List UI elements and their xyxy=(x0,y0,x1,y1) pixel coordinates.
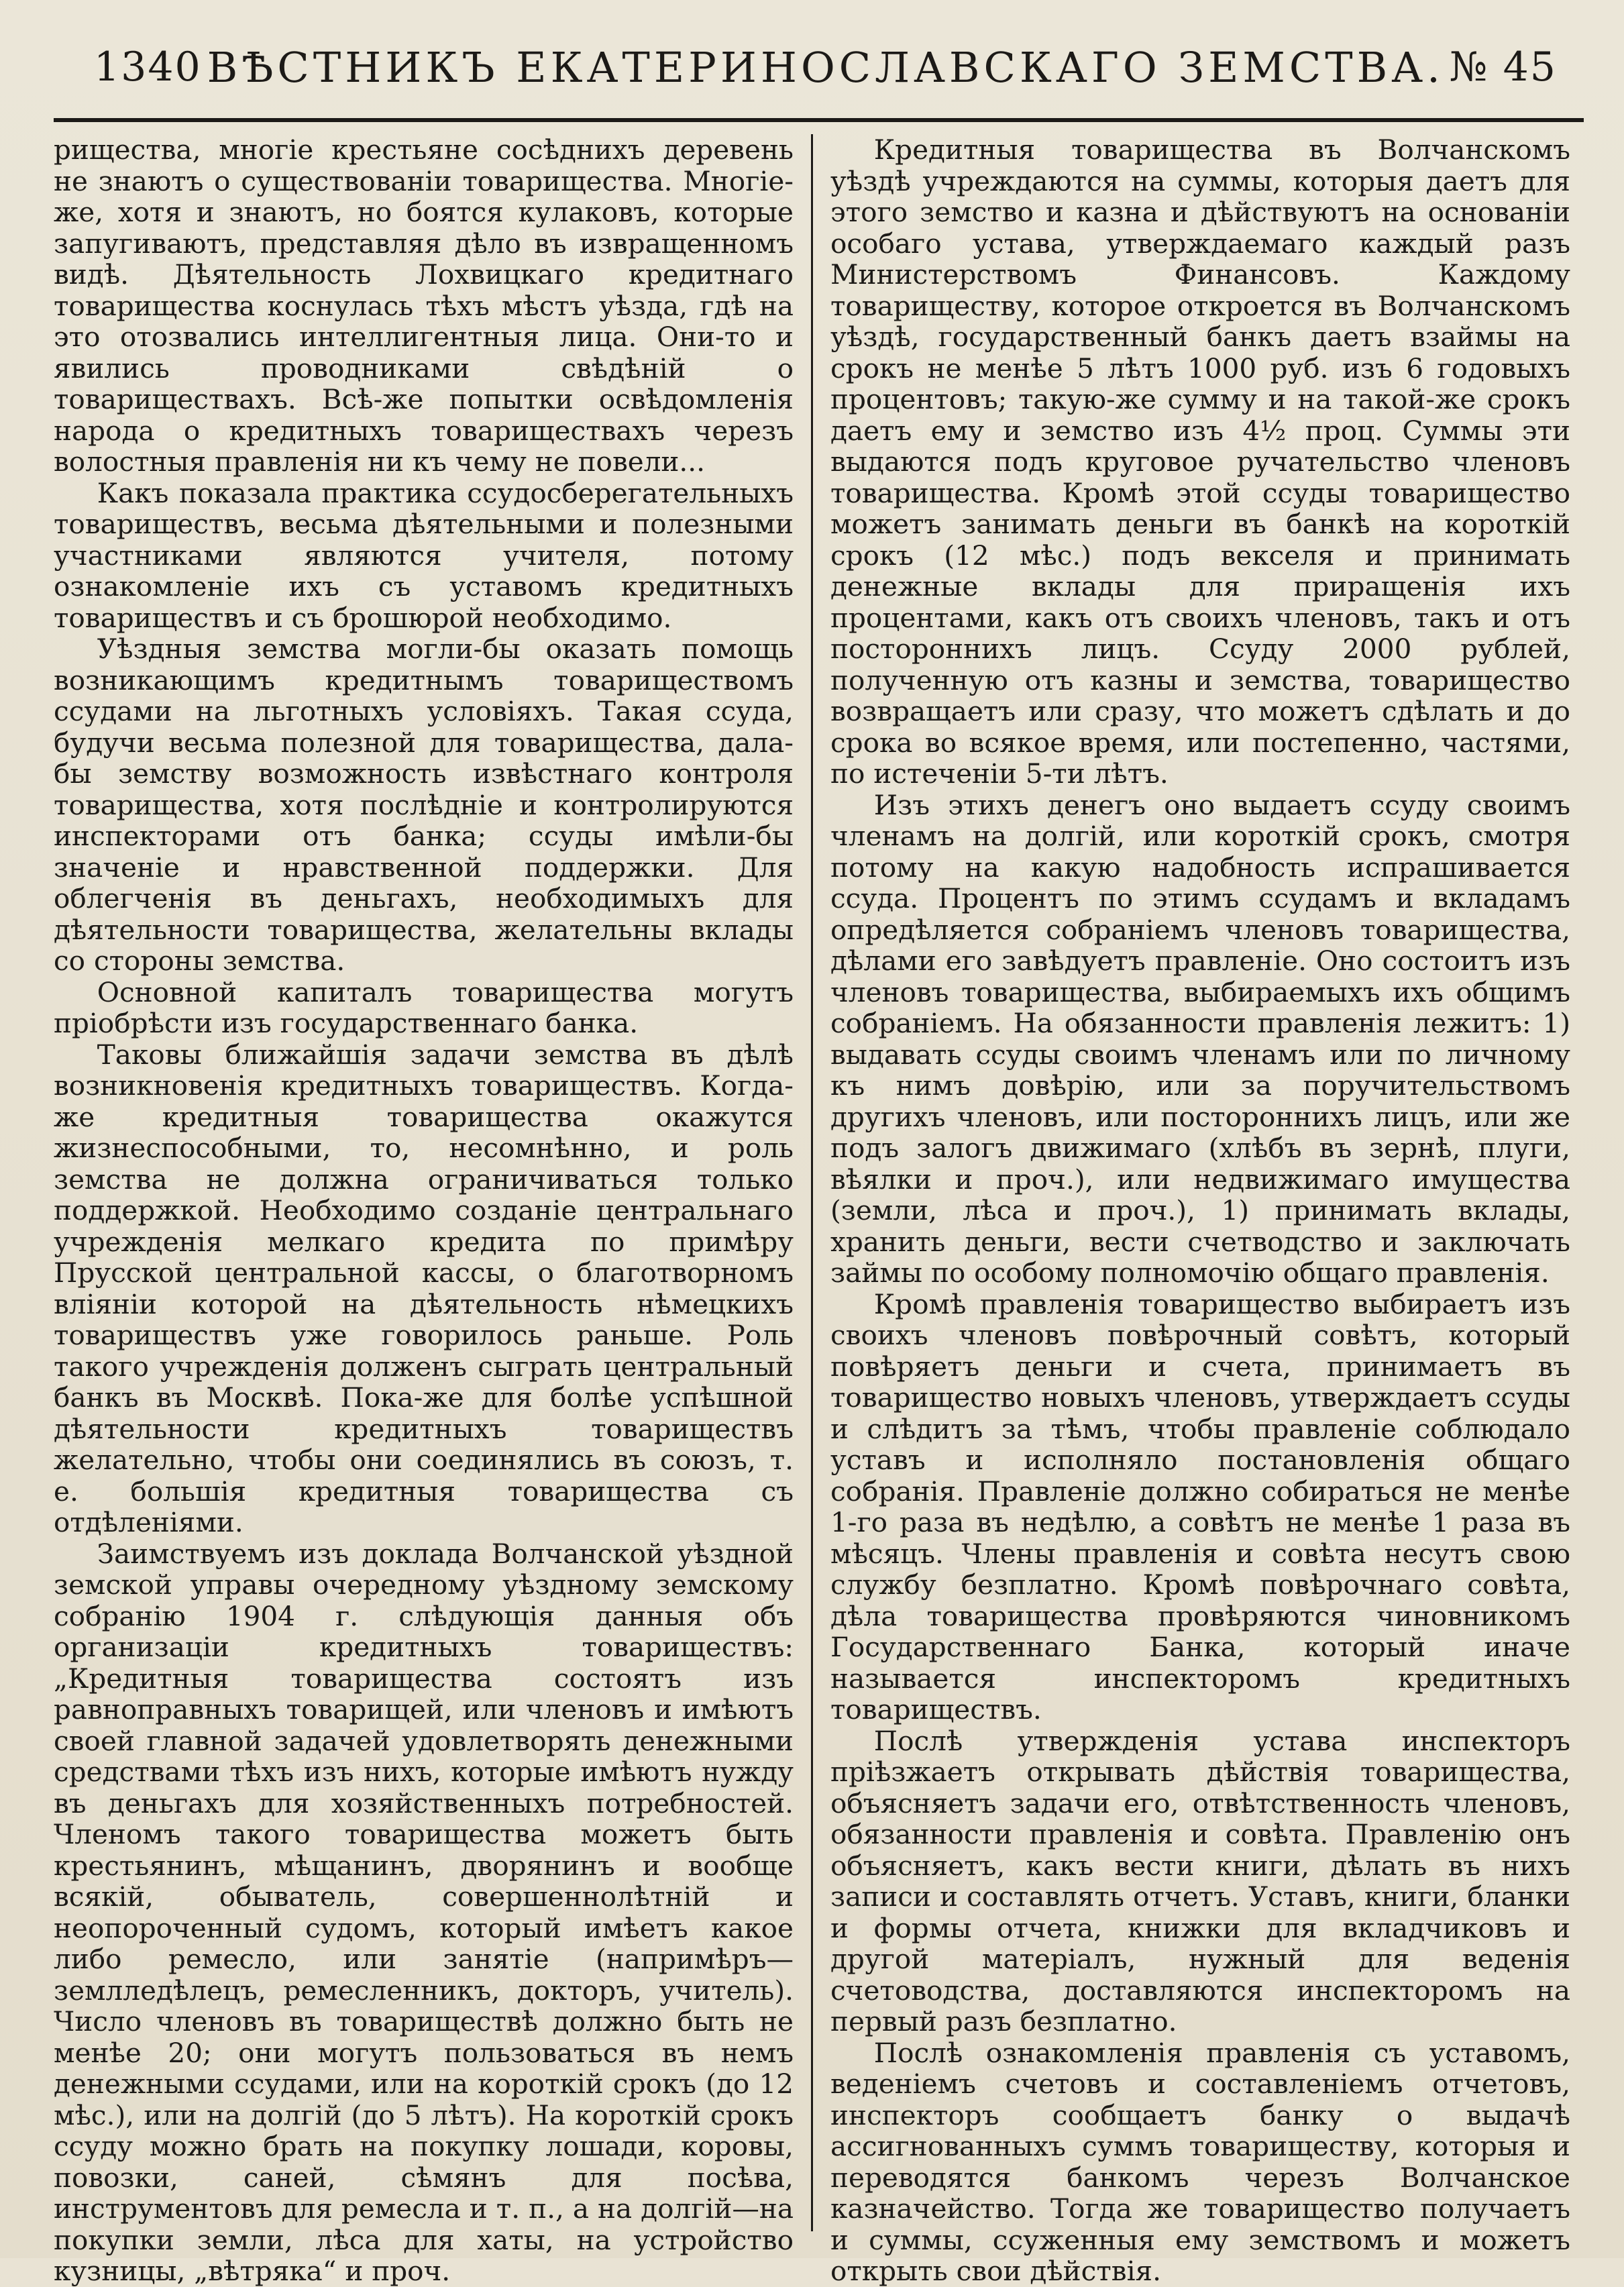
paragraph: Изъ этихъ денегъ оно выдаетъ ссуду своимъ членамъ на долгій, или короткій срокъ, смотря потому на какую надобность испрашивается ссуда. Процентъ по этимъ ссудамъ и вкладамъ опредѣляется собраніемъ членовъ товарищества, дѣлами его завѣдуетъ правленіе. Оно состоитъ изъ членовъ товарищества, выбираемыхъ ихъ общимъ собраніемъ. На обязанности правленія лежитъ: 1) выдавать ссуды своимъ членамъ или по личному къ нимъ довѣрію, или за поручительствомъ другихъ членовъ, или постороннихъ лицъ, или же подъ залогъ движимаго (хлѣбъ въ зернѣ, плуги, вѣялки и проч.), или недвижимаго имущества (земли, лѣса и проч.), 1) принимать вклады, хранить деньги, вести счетводство и заключать займы по особому полномочію общаго правленія. xyxy=(830,788,1570,1289)
page-header xyxy=(94,27,1557,107)
page-number: 1340 xyxy=(94,44,202,91)
issue-number: № 45 xyxy=(1449,44,1557,91)
text-columns xyxy=(36,134,1588,2287)
paragraph: Таковы ближайшія задачи земства въ дѣлѣ возникновенія кредитныхъ товариществъ. Когда-же кредитныя товарищества окажутся жизнеспособными, то, несомнѣнно, и роль земства не должна ограничиваться только поддержкой. Необходимо созданіе центральнаго учрежденія мелкаго кредита по примѣру Прусской центральной кассы, о благотворномъ вліяніи которой на дѣятельность нѣмецкихъ товариществъ уже говорилось раньше. Роль такого учрежденія долженъ сыграть центральный банкъ въ Москвѣ. Пока-же для болѣе успѣшной дѣятельности кредитныхъ товариществъ желательно, чтобы они соединялись въ союзъ, т. е. большія кредитныя товарищества съ отдѣленіями. xyxy=(54,1038,794,1538)
paragraph: Какъ показала практика ссудосберегательныхъ товариществъ, весьма дѣятельными и полезными участниками являются учителя, потому ознакомленіе ихъ съ уставомъ кредитныхъ товариществъ и съ брошюрой необходимо. xyxy=(54,476,794,634)
paragraph: Кромѣ правленія товарищество выбираетъ изъ своихъ членовъ повѣрочный совѣтъ, который повѣряетъ деньги и счета, принимаетъ въ товарищество новыхъ членовъ, утверждаетъ ссуды и слѣдитъ за тѣмъ, чтобы правленіе соблюдало уставъ и исполняло постановленія общаго собранія. Правленіе должно собираться не менѣе 1-го раза въ недѣлю, а совѣтъ не менѣе 1 раза въ мѣсяцъ. Члены правленія и совѣта несутъ свою службу безплатно. Кромѣ повѣрочнаго совѣта, дѣла товарищества провѣряются чиновникомъ Государственнаго Банка, который иначе называется инспекторомъ кредитныхъ товариществъ. xyxy=(830,1287,1570,1725)
header-rule xyxy=(54,118,1584,122)
paragraph: Заимствуемъ изъ доклада Волчанской уѣздной земской управы очередному уѣздному земскому собранію 1904 г. слѣдующія данныя объ организаціи кредитныхъ товариществъ: „Кредитныя товарищества состоятъ изъ равноправныхъ товарищей, или членовъ и имѣютъ своей главной задачей удовлетворять денежными средствами тѣхъ изъ нихъ, которые имѣютъ нужду въ деньгахъ для хозяйственныхъ потребностей. Членомъ такого товарищества можетъ быть крестьянинъ, мѣщанинъ, дворянинъ и вообще всякій, обыватель, совершеннолѣтній и неопороченный судомъ, который имѣетъ какое либо ремесло, или занятіе (напримѣръ—землледѣлецъ, ремесленникъ, докторъ, учитель). Число членовъ въ товариществѣ должно быть не менѣе 20; они могутъ пользоваться въ немъ денежными ссудами, или на короткій срокъ (до 12 мѣс.), или на долгій (до 5 лѣтъ). На короткій срокъ ссуду можно брать на покупку лошади, коровы, повозки, саней, сѣмянъ для посѣва, инструментовъ для ремесла и т. п., а на долгій—на покупки земли, лѣса для хаты, на устройство кузницы, „вѣтряка“ и проч. xyxy=(54,1537,794,2287)
paragraph: Кредитныя товарищества въ Волчанскомъ уѣздѣ учреждаются на суммы, которыя даетъ для этого земство и казна и дѣйствуютъ на основаніи особаго устава, утверждаемаго каждый разъ Министерствомъ Финансовъ. Каждому товариществу, которое откроется въ Волчанскомъ уѣздѣ, государственный банкъ даетъ взаймы на срокъ не менѣе 5 лѣтъ 1000 руб. изъ 6 годовыхъ процентовъ; такую-же сумму и на такой-же срокъ даетъ ему и земство изъ 4½ проц. Суммы эти выдаются подъ круговое ручательство членовъ товарищества. Кромѣ этой ссуды товарищество можетъ занимать деньги въ банкѣ на короткій срокъ (12 мѣс.) подъ векселя и принимать денежные вклады для приращенія ихъ процентами, какъ отъ своихъ членовъ, такъ и отъ постороннихъ лицъ. Ссуду 2000 рублей, полученную отъ казны и земства, товарищество возвращаетъ или сразу, что можетъ сдѣлать и до срока во всякое время, или постепенно, частями, по истеченіи 5-ти лѣтъ. xyxy=(830,134,1570,790)
paragraph: Уѣздныя земства могли-бы оказать помощь возникающимъ кредитнымъ товариществомъ ссудами на льготныхъ условіяхъ. Такая ссуда, будучи весьма полезной для товарищества, дала-бы земству возможность извѣстнаго контроля товарищества, хотя послѣдніе и контролируются инспекторами отъ банка; ссуды имѣли-бы значеніе и нравственной поддержки. Для облегченія въ деньгахъ, необходимыхъ для дѣятельности товарищества, желательны вклады со стороны земства. xyxy=(54,633,794,977)
paragraph: Послѣ ознакомленія правленія съ уставомъ, веденіемъ счетовъ и составленіемъ отчетовъ, инспекторъ сообщаетъ банку о выдачѣ ассигнованныхъ суммъ товариществу, которыя и переводятся банкомъ черезъ Волчанское казначейство. Тогда же товарищество получаетъ и суммы, ссуженныя ему земствомъ и можетъ открыть свои дѣйствія. xyxy=(830,2036,1570,2287)
paragraph: Послѣ утвержденія устава инспекторъ пріѣзжаетъ открывать дѣйствія товарищества, объясняетъ задачи его, отвѣтственность членовъ, обязанности правленія и совѣта. Правленію онъ объясняетъ, какъ вести книги, дѣлать въ нихъ записи и составлять отчетъ. Уставъ, книги, бланки и формы отчета, книжки для вкладчиковъ и другой матеріалъ, нужный для веденія счетоводства, доставляются инспекторомъ на первый разъ безплатно. xyxy=(830,1724,1570,2037)
journal-title: ВѢСТНИКЪ ЕКАТЕРИНОСЛАВСКАГО ЗЕМСТВА. xyxy=(207,42,1444,92)
paragraph: рищества, многіе крестьяне сосѣднихъ деревень не знаютъ о существованіи товарищества. Многіе-же, хотя и знаютъ, но боятся кулаковъ, которые запугиваютъ, представляя дѣло въ извращенномъ видѣ. Дѣятельность Лохвицкаго кредитнаго товарищества коснулась тѣхъ мѣстъ уѣзда, гдѣ на это отозвались интеллигентныя лица. Они-то и явились проводниками свѣдѣній о товариществахъ. Всѣ-же попытки освѣдомленія народа о кредитныхъ товариществахъ черезъ волостныя правленія ни къ чему не повели... xyxy=(54,134,794,478)
left-column xyxy=(36,134,811,2287)
right-column xyxy=(813,134,1588,2287)
paragraph: Основной капиталъ товарищества могутъ пріобрѣсти изъ государственнаго банка. xyxy=(54,975,794,1039)
